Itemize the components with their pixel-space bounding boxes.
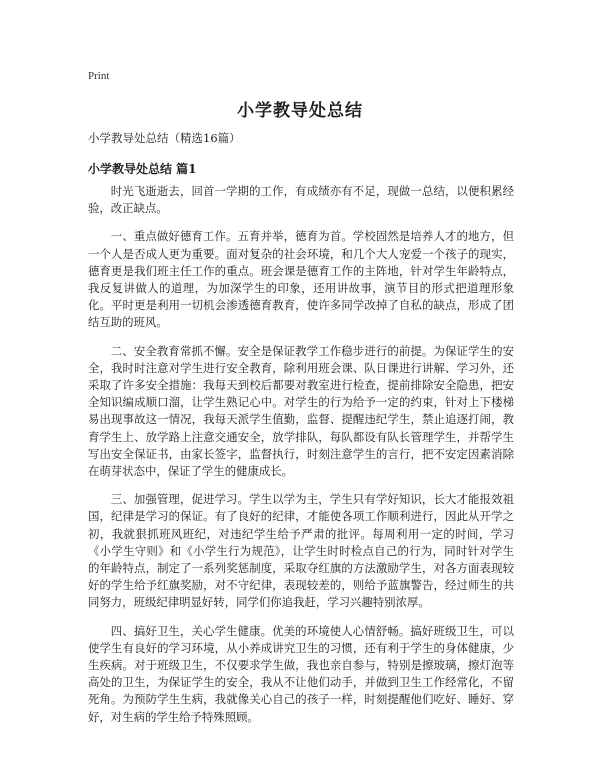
- print-label[interactable]: Print: [88, 70, 110, 82]
- paragraph-hygiene: 四、搞好卫生，关心学生健康。优美的环境使人心情舒畅。搞好班级卫生，可以使学生有良好的学习环境，从小养成讲究卫生的习惯，还有利于学生的身体健康，少生疾病。对于班级卫生，不仅要求学生做，我也亲自参与，特别是擦玻璃，擦灯泡等高处的卫生，为保证学生的安全，我从不让他们动手，并做到卫生工作经常化，不留死角。为预防学生生病，我就像关心自己的孩子一样，时刻提醒他们吃好、睡好、穿好，对生病的学生给予特殊照顾。: [88, 623, 514, 724]
- document-subtitle: 小学教导处总结（精选16篇）: [88, 131, 241, 145]
- section-heading: 小学教导处总结 篇1: [88, 162, 197, 176]
- document-title: 小学教导处总结: [237, 101, 363, 121]
- paragraph-moral-education: 一、重点做好德育工作。五育并举，德育为首。学校固然是培养人才的地方，但一个人是否成人更为重要。面对复杂的社会环境，和几个大人宠爱一个孩子的现实，德育更是我们班主任工作的重点。班会课是德育工作的主阵地，针对学生年龄特点，我反复讲做人的道理，为加深学生的印象，还用讲故事，演节目的形式把道理形象化。平时更是利用一切机会渗透德育教育，使许多同学改掉了自私的缺点，形成了团结互助的班风。: [88, 229, 514, 330]
- paragraph-safety-education: 二、安全教育常抓不懈。安全是保证教学工作稳步进行的前提。为保证学生的安全，我时时注意对学生进行安全教育，除利用班会课、队日课进行讲解、学习外，还采取了许多安全措施：我每天到校后都要对教室进行检查，提前排除安全隐患，把安全知识编成顺口溜，让学生熟记心中。对学生的行为给予一定的约束，针对上下楼梯易出现事故这一情况，我每天派学生值勤，监督、提醒违纪学生，禁止追逐打闹，教育学生上、放学路上注意交通安全，放学排队，每队都设有队长管理学生，并帮学生写出安全保证书，由家长签字，监督执行，时刻注意学生的言行，把不安定因素消除在萌芽状态中，保证了学生的健康成长。: [88, 343, 514, 479]
- paragraph-intro: 时光飞逝逝去，回首一学期的工作，有成绩亦有不足，现做一总结，以便积累经验，改正缺点。: [88, 184, 514, 216]
- paragraph-management: 三、加强管理，促进学习。学生以学为主，学生只有学好知识，长大才能报效祖国，纪律是学习的保证。有了良好的纪律，才能使各项工作顺利进行，因此从开学之初，我就狠抓班风班纪，对违纪学生给予严肃的批评。每周利用一定的时间，学习《小学生守则》和《小学生行为规范》，让学生时时检点自己的行为，同时针对学生的年龄特点，制定了一系列奖惩制度，采取夺红旗的方法激励学生，对各方面表现较好的学生给予红旗奖励，对不守纪律，表现较差的，则给予蓝旗警告，经过师生的共同努力，班级纪律明显好转，同学们你追我赶，学习兴趣特别浓厚。: [88, 492, 514, 610]
- document-body: [88, 183, 514, 737]
